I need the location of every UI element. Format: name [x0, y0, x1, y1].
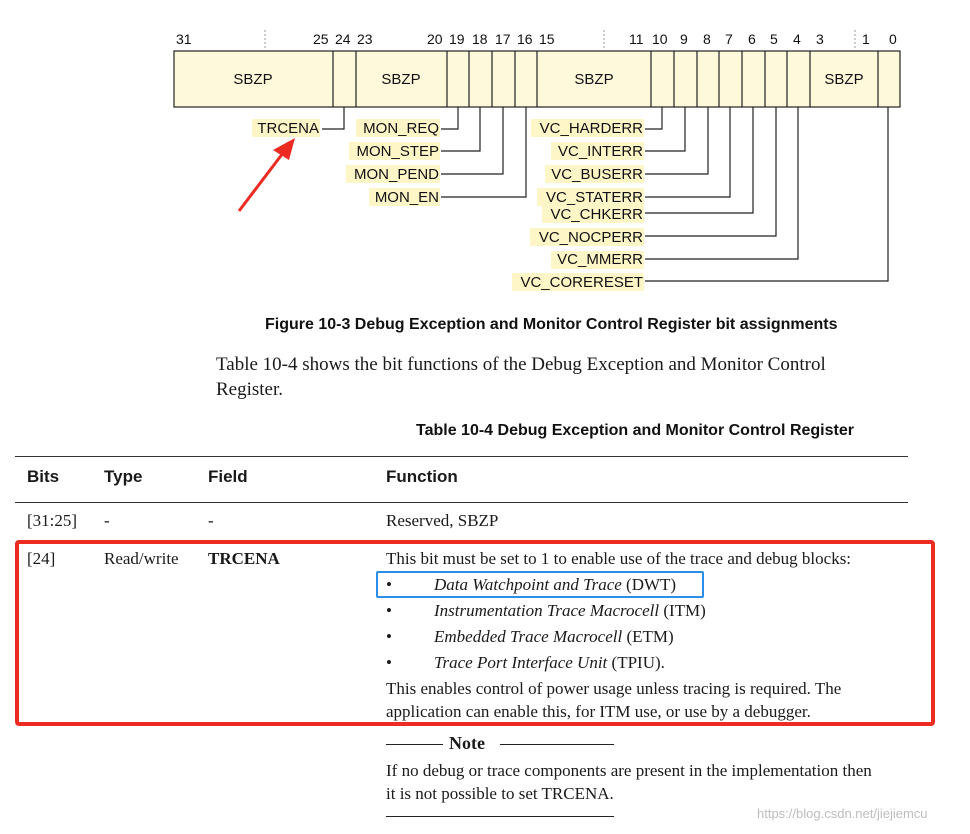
bit-label-4: 4 [793, 31, 801, 47]
vc-nocperr-label: VC_NOCPERR [538, 229, 643, 246]
row2-function-intro: This bit must be set to 1 to enable use of the trace and debug blocks: [386, 549, 852, 568]
row1-field: - [208, 511, 214, 530]
row2-function-line2: application can enable this, for ITM use, or use by a debugger. [386, 702, 811, 721]
bit-label-7: 7 [725, 31, 733, 47]
header-type: Type [104, 467, 143, 486]
bullet-etm: Embedded Trace Macrocell (ETM) [434, 627, 674, 646]
bit-label-0: 0 [889, 31, 897, 47]
intro-paragraph: Table 10-4 shows the bit functions of the Debug Exception and Monitor Control Register. [216, 354, 826, 400]
sbzp-field-3-1: SBZP [824, 71, 864, 88]
vc-corereset-label: VC_CORERESET [520, 274, 643, 291]
sbzp-field-15-11: SBZP [574, 71, 614, 88]
row1-type: - [104, 511, 110, 530]
bit-label-9: 9 [680, 31, 688, 47]
mon-pend-label: MON_PEND [353, 166, 439, 183]
bullet-dot: • [386, 601, 392, 620]
vc-buserr-label: VC_BUSERR [551, 166, 643, 183]
note-heading: Note [449, 733, 485, 753]
row2-type: Read/write [104, 549, 179, 568]
row1-function: Reserved, SBZP [386, 511, 499, 530]
bit-label-3: 3 [816, 31, 824, 47]
row2-function-line1: This enables control of power usage unless tracing is required. The [386, 679, 842, 698]
watermark: https://blog.csdn.net/jiejiemcu [757, 806, 928, 821]
vc-chkerr-label: VC_CHKERR [550, 206, 643, 223]
note-line2: it is not possible to set TRCENA. [386, 784, 614, 803]
vc-staterr-label: VC_STATERR [546, 189, 643, 206]
header-function: Function [386, 467, 458, 486]
header-field: Field [208, 467, 248, 486]
vc-harderr-label: VC_HARDERR [539, 120, 643, 137]
note-rule-left [386, 744, 443, 745]
vc-mmerr-label: VC_MMERR [557, 251, 643, 268]
mon-en-label: MON_EN [374, 189, 439, 206]
bit-label-17: 17 [495, 31, 511, 47]
header-bits: Bits [27, 467, 60, 486]
vc-interr-label: VC_INTERR [557, 143, 643, 160]
table-title: Table 10-4 Debug Exception and Monitor Control Register [416, 422, 854, 439]
bullet-dwt: Data Watchpoint and Trace (DWT) [434, 575, 677, 594]
row2-field: TRCENA [208, 549, 280, 568]
bit-label-16: 16 [517, 31, 533, 47]
bit-label-18: 18 [472, 31, 488, 47]
bullet-dot: • [386, 627, 392, 646]
bit-label-11: 11 [629, 31, 644, 47]
bit-label-20: 20 [427, 31, 443, 47]
sbzp-field-31-25: SBZP [233, 71, 273, 88]
bit-label-25: 25 [313, 31, 329, 47]
bullet-tpiu: Trace Port Interface Unit (TPIU). [434, 653, 665, 672]
table-top-rule [15, 456, 908, 457]
bit-label-23: 23 [357, 31, 373, 47]
row1-bits: [31:25] [27, 511, 78, 530]
bit-number-labels [176, 31, 897, 47]
bit-label-5: 5 [770, 31, 778, 47]
bit-label-8: 8 [703, 31, 711, 47]
register-diagram [0, 0, 970, 300]
mon-req-label: MON_REQ [363, 120, 439, 137]
bit-label-31: 31 [176, 31, 192, 47]
row2-bits: [24] [27, 549, 56, 568]
sbzp-field-23-20: SBZP [381, 71, 421, 88]
bit-label-19: 19 [449, 31, 465, 47]
note-bottom-rule [386, 816, 614, 817]
bit-label-10: 10 [652, 31, 668, 47]
figure-caption: Figure 10-3 Debug Exception and Monitor Control Register bit assignments [265, 316, 838, 333]
bit-label-1: 1 [862, 31, 870, 47]
note-line1: If no debug or trace components are present in the implementation then [386, 761, 872, 780]
bullet-dot: • [386, 575, 392, 594]
trcena-label: TRCENA [257, 120, 319, 137]
bullet-dot: • [386, 653, 392, 672]
red-highlight-box [15, 540, 935, 726]
bit-label-24: 24 [335, 31, 351, 47]
annotation-arrow [239, 138, 295, 211]
bullet-itm: Instrumentation Trace Macrocell (ITM) [434, 601, 706, 620]
note-rule-right [500, 744, 614, 745]
bit-label-6: 6 [748, 31, 756, 47]
bit-label-15: 15 [539, 31, 555, 47]
mon-step-label: MON_STEP [356, 143, 439, 160]
blue-highlight-box [376, 571, 704, 598]
header-bottom-rule [15, 502, 908, 503]
